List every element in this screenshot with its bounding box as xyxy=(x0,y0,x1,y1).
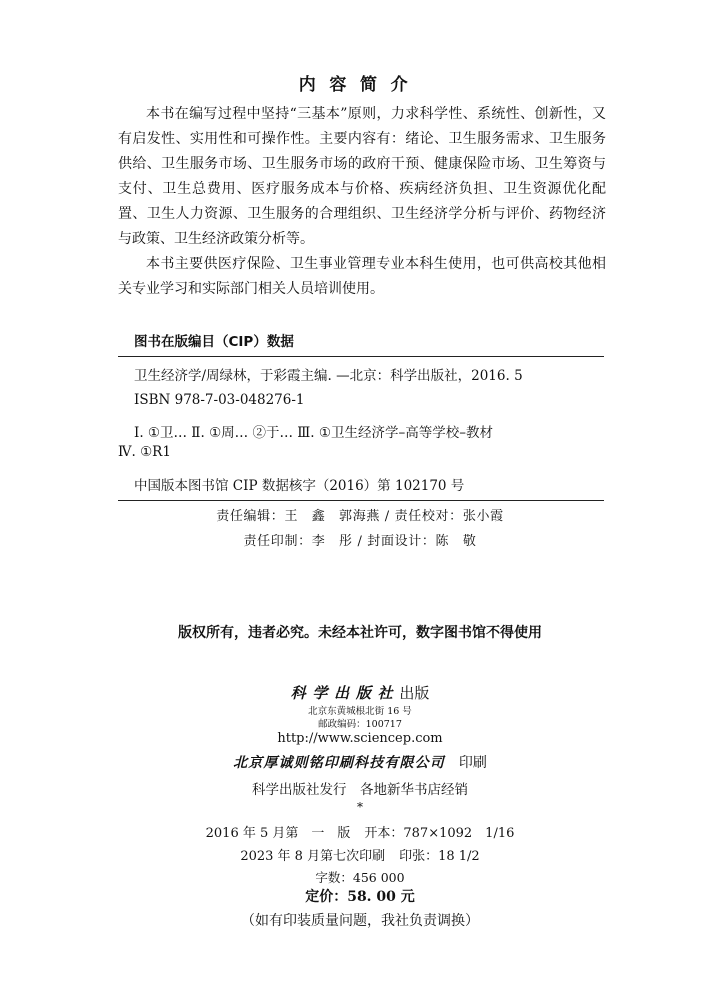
production-credits: 责任印制：李 彤 / 封面设计：陈 敬 xyxy=(243,534,477,549)
printer-suffix: 印刷 xyxy=(458,755,487,771)
printed-sheets: 印张：18 1/2 xyxy=(399,849,480,864)
cip-line-isbn: ISBN 978-7-03-048276-1 xyxy=(134,392,305,408)
cip-line-classification-cont: Ⅳ. ①R1 xyxy=(118,444,171,460)
edition-line xyxy=(0,822,720,841)
cip-line-record-number: 中国版本图书馆 CIP 数据核字（2016）第 102170 号 xyxy=(134,478,465,494)
printer-line xyxy=(0,752,720,772)
publisher-address: 北京东黄城根北街 16 号 xyxy=(308,706,412,717)
printer-name: 北京厚诚则铭印刷科技有限公司 xyxy=(233,755,445,771)
quality-notice: （如有印装质量问题，我社负责调换） xyxy=(241,913,479,929)
cip-heading: 图书在版编目（CIP）数据 xyxy=(134,334,294,350)
summary-body xyxy=(118,102,606,302)
publisher-url: http://www.sciencep.com xyxy=(277,731,443,746)
publisher-name: 科学出版社 xyxy=(290,684,400,702)
summary-title: 内容简介 xyxy=(298,75,422,95)
book-format: 开本：787×1092 1/16 xyxy=(364,826,515,841)
cip-bottom-rule xyxy=(118,500,604,501)
price: 定价：58. 00 元 xyxy=(305,889,415,905)
cip-line-title: 卫生经济学/周绿林，于彩霞主编. —北京：科学出版社，2016. 5 xyxy=(134,368,523,384)
publisher-suffix: 出版 xyxy=(399,684,430,702)
distribution-line: 科学出版社发行 各地新华书店经销 xyxy=(252,782,468,798)
first-edition: 2016 年 5 月第 一 版 xyxy=(205,826,351,841)
editor-credits: 责任编辑：王 鑫 郭海燕 / 责任校对：张小霞 xyxy=(216,509,504,524)
publisher-postcode: 邮政编码：100717 xyxy=(318,719,402,730)
publisher-line xyxy=(0,682,720,703)
reprint-line xyxy=(0,845,720,864)
reprint-info: 2023 年 8 月第七次印刷 xyxy=(240,849,386,864)
summary-paragraph: 本书在编写过程中坚持“三基本”原则，力求科学性、系统性、创新性，又有启发性、实用性和可操作性。主要内容有：绪论、卫生服务需求、卫生服务供给、卫生服务市场、卫生服务市场的政府干预、健康保险市场、卫生筹资与支付、卫生总费用、医疗服务成本与价格、疾病经济负担、卫生资源优化配置、卫生人力资源、卫生服务的合理组织、卫生经济学分析与评价、药物经济与政策、卫生经济政策分析等。 xyxy=(118,106,606,247)
separator-star: * xyxy=(357,800,363,814)
summary-paragraph: 本书主要供医疗保险、卫生事业管理专业本科生使用，也可供高校其他相关专业学习和实际部门相关人员培训使用。 xyxy=(118,256,606,297)
cip-top-rule xyxy=(118,356,604,357)
copyright-statement: 版权所有，违者必究。未经本社许可，数字图书馆不得使用 xyxy=(178,625,542,641)
cip-line-classification: Ⅰ. ①卫… Ⅱ. ①周… ②于… Ⅲ. ①卫生经济学–高等学校–教材 xyxy=(134,425,493,441)
word-count: 字数：456 000 xyxy=(315,870,405,885)
